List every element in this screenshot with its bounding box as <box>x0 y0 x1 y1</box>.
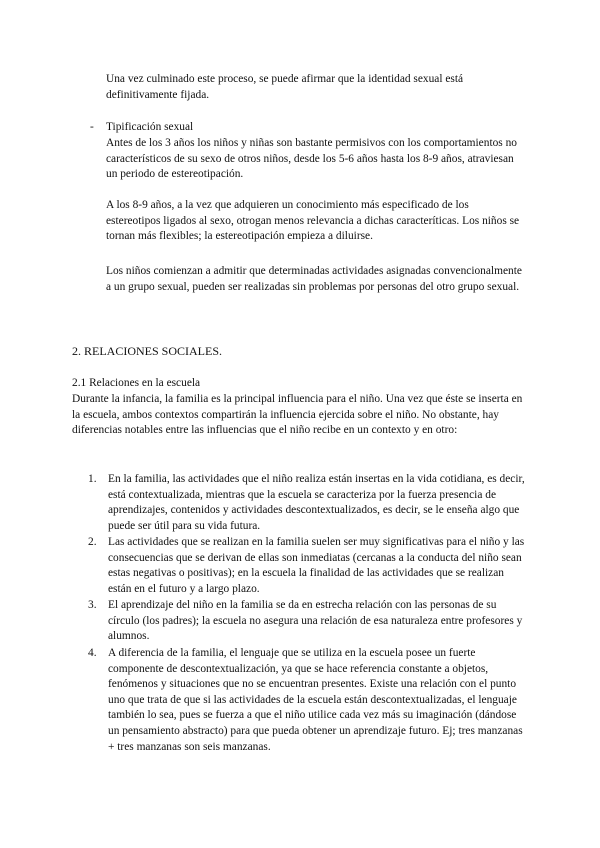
list-item: El aprendizaje del niño en la familia se da en estrecha relación con las personas de su círculo (los padres); la escuela no asegura una relación de esa naturaleza entre profesores y alumnos. <box>108 599 523 643</box>
list-number: 1. <box>88 473 97 485</box>
section-paragraph: Durante la infancia, la familia es la principal influencia para el niño. Una vez que éste se inserta en la escuela, ambos contextos compartirán la influencia ejercida sobre el niño. No obstante, hay diferencias notables entre las influencias que el niño recibe en un contexto y en otro: <box>72 393 523 437</box>
typification-paragraph-2: A los 8-9 años, a la vez que adquieren un conocimiento más especificado de los estereotipos ligados al sexo, otrogan menos relevancia a dichas caracteríticas. Los niños se tornan más flexibles; la estereotipación empieza a diluirse. <box>106 199 520 243</box>
list-number: 4. <box>88 647 97 659</box>
list-number: 3. <box>88 599 97 611</box>
list-item: Las actividades que se realizan en la familia suelen ser muy significativas para el niño y las consecuencias que se derivan de ellas son inmediatas (cercanas a la conducta del niño sean estas negativas o positivas); en la escuela la finalidad de las actividades que se realizan están en el futuro y a largo plazo. <box>108 536 525 595</box>
list-number: 2. <box>88 536 97 548</box>
typification-paragraph-3: Los niños comienzan a admitir que determinadas actividades asignadas convencionalmente a un grupo sexual, pueden ser realizadas sin problemas por personas del otro grupo sexual. <box>106 265 522 293</box>
list-item: A diferencia de la familia, el lenguaje que se utiliza en la escuela posee un fuerte componente de descontextualización, ya que se hace referencia constante a objetos, fenómenos y situaciones que no se encuentran presentes. Existe una relación con el punto uno que trata de que si las actividades de la escuela están descontextualizadas, el lenguaje también lo sea, pues se fuerza a que el niño utilice cada vez más su imaginación (dándose un pensamiento abstracto) para que pueda obtener un aprendizaje futuro. Ej; tres manzanas + tres manzanas son seis manzanas. <box>108 647 523 753</box>
intro-paragraph: Una vez culminado este proceso, se puede afirmar que la identidad sexual está definitivamente fijada. <box>106 73 464 101</box>
list-item: En la familia, las actividades que el niño realiza están insertas en la vida cotidiana, es decir, está contextualizada, mientras que la escuela se caracteriza por la fuerza presencia de aprendizajes, contenidos y actividades descontextualizados, es decir, se le enseña algo que puede ser útil para su vida futura. <box>108 473 525 532</box>
typification-paragraph-1: Antes de los 3 años los niños y niñas son bastante permisivos con los comportamientos no característicos de su sexo de otros niños, desde los 5-6 años hasta los 8-9 años, atraviesan un periodo de estereotipación. <box>106 137 517 181</box>
typification-title: Tipificación sexual <box>106 121 194 133</box>
list-bullet-dash: - <box>90 121 94 133</box>
subsection-heading: 2.1 Relaciones en la escuela <box>72 377 201 389</box>
section-heading: 2. RELACIONES SOCIALES. <box>72 344 223 358</box>
